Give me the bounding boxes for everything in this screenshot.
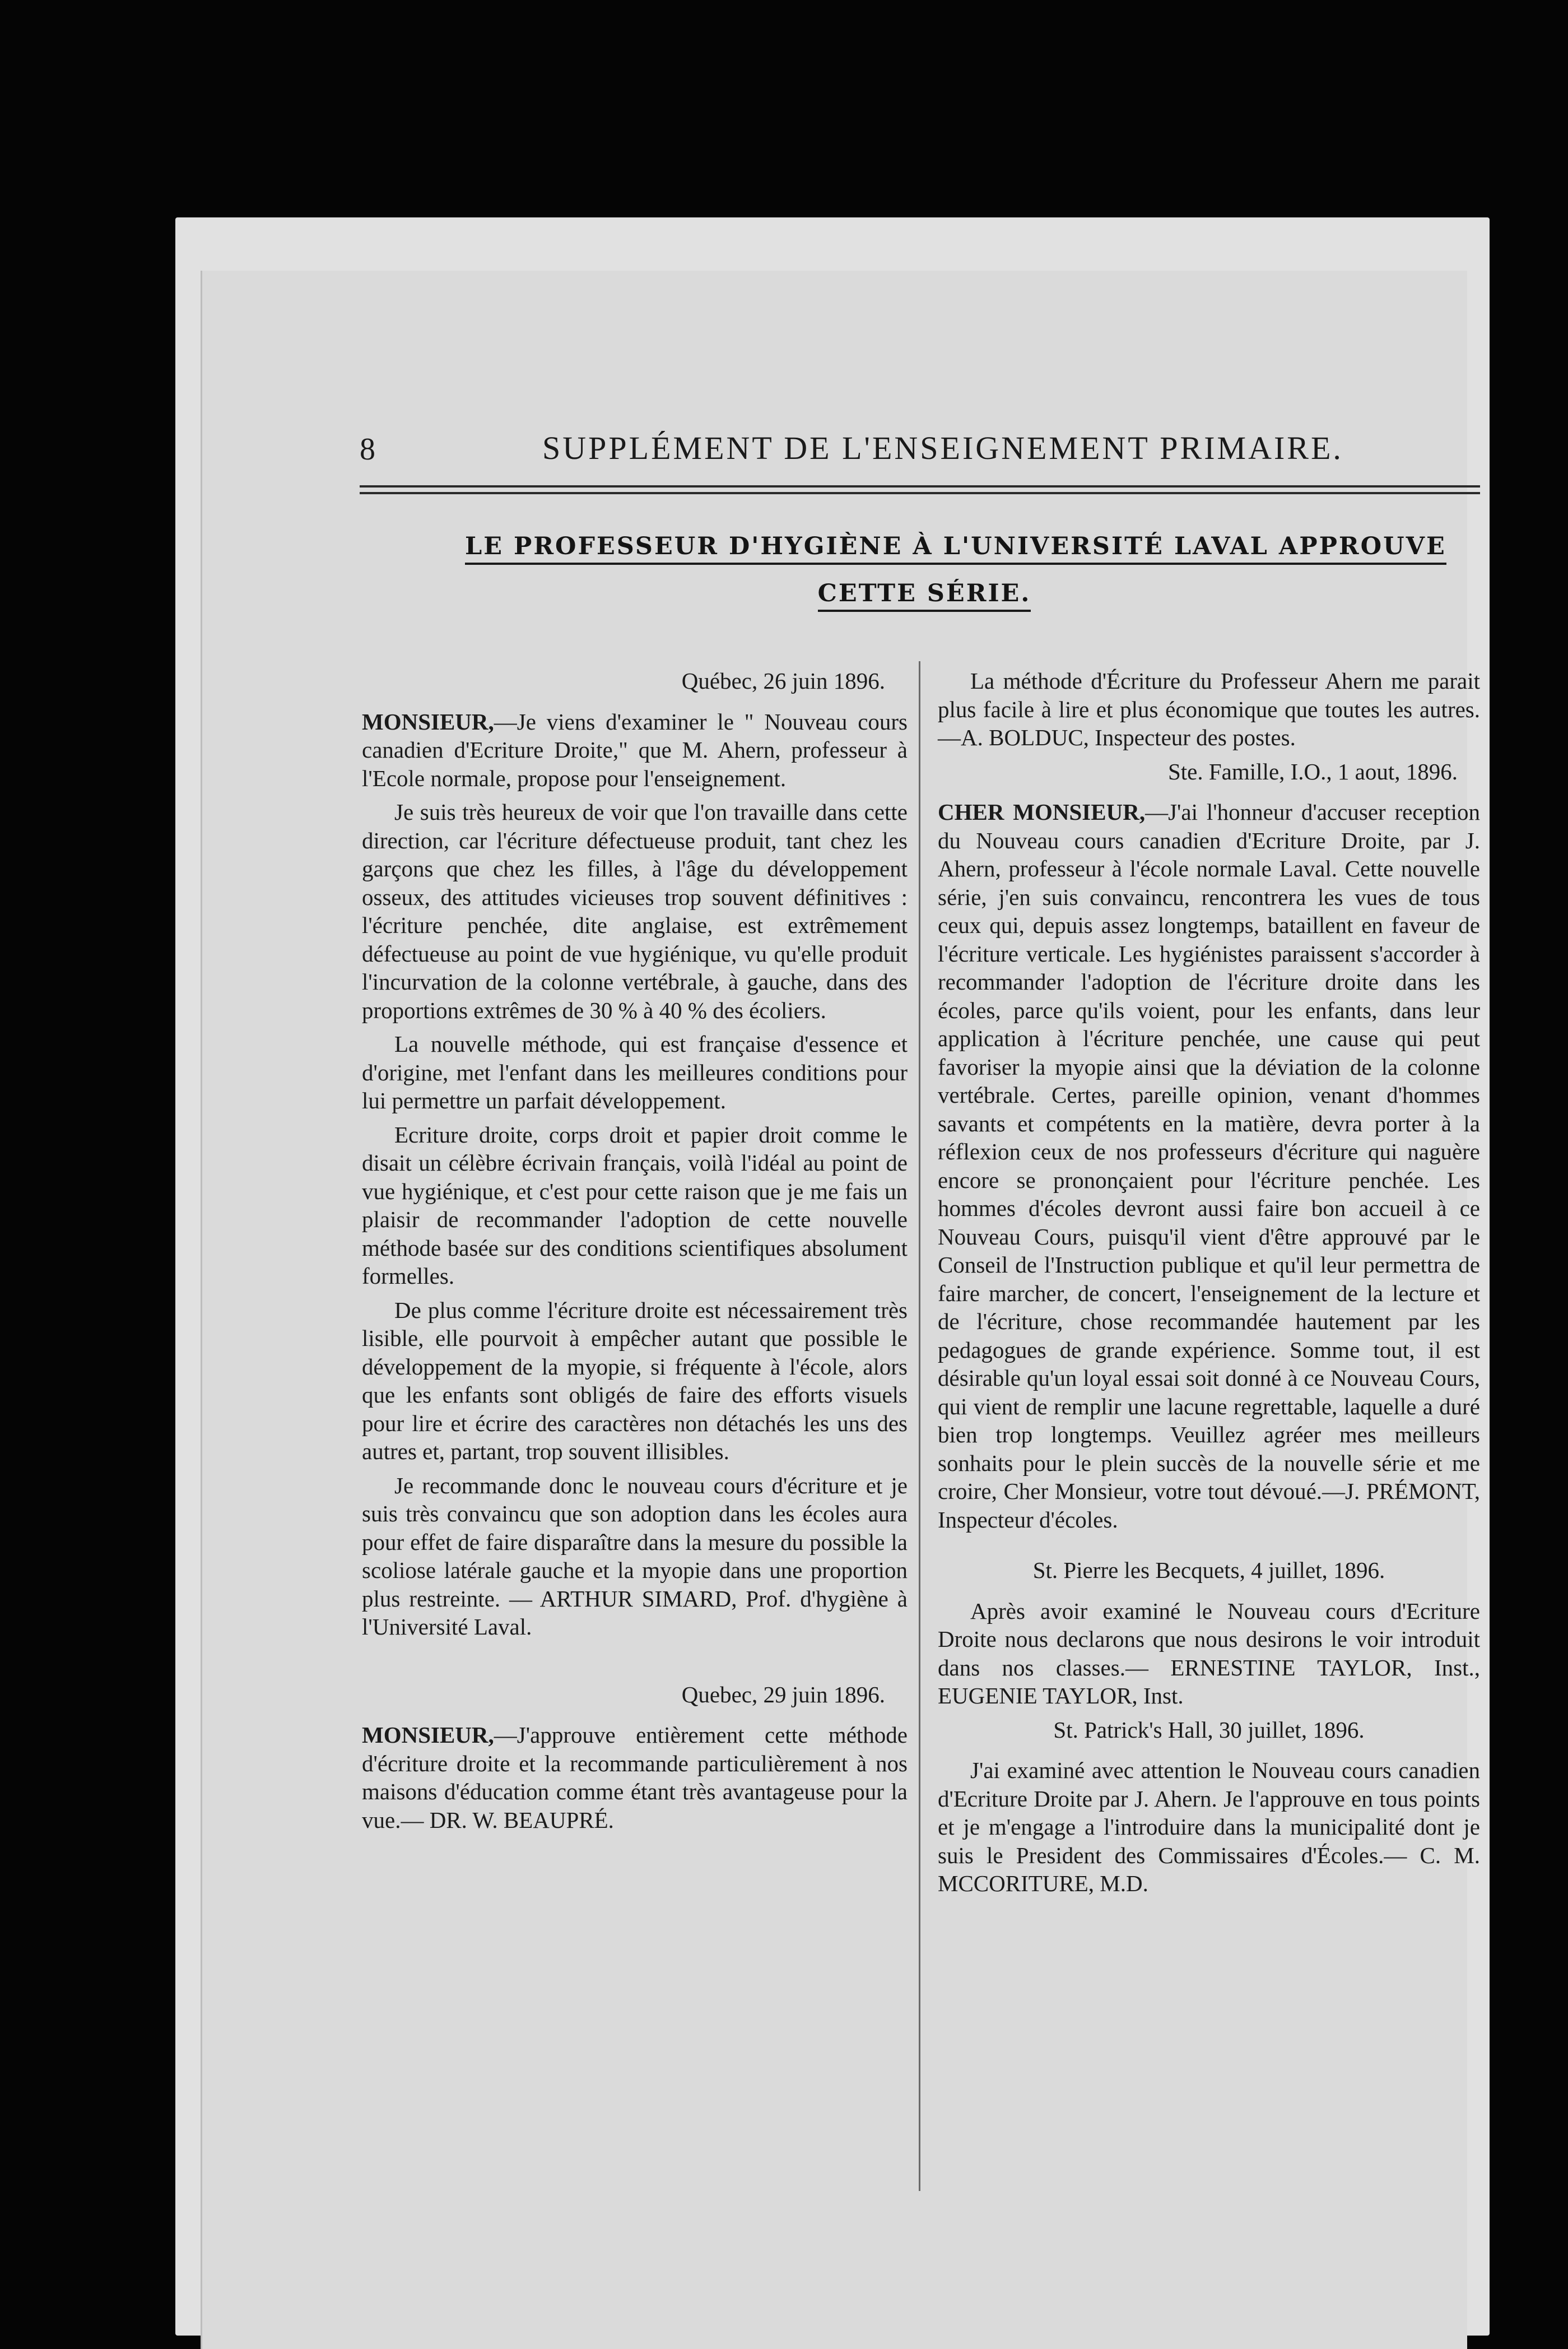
letter-1-paragraph-5: De plus comme l'écriture droite est nécessairement très lisible, elle pourvoit à empêcher autant que possible le développement de la myopie, si fréquente à l'école, alors que les enfants sont obligés de faire des efforts visuels pour lire et écrire des caractères non détachés les uns des autres et, partant, trop souvent illisibles. — [362, 1297, 908, 1464]
page-number: 8 — [360, 432, 375, 467]
headline-line-2 — [465, 579, 1384, 607]
header-rule-top — [360, 485, 1480, 488]
column-divider — [919, 661, 920, 2191]
letter-2-dateline: Quebec, 29 juin 1896. — [681, 1681, 885, 1707]
header-rule-bottom — [360, 492, 1480, 494]
letter-2-text: —J'approuve entièrement cette méthode d'écriture droite et la recommande particulièrement à nos maisons d'éducation comme étant très avantageuse pour la vue.— DR. W. BEAUPRÉ. — [362, 1722, 908, 1833]
letter-3-dateline: Ste. Famille, I.O., 1 aout, 1896. — [1167, 758, 1458, 784]
letter-3-text: —J'ai l'honneur d'accuser reception du Nouveau cours canadien d'Ecriture Droite, par J. Ahern, professeur à l'école normale Laval. Cette nouvelle série, j'en suis convaincu, rencontrera les vues de tous ceux qui, depuis assez longtemps, bataillent en faveur de l'écriture verticale. Les hygiénistes paraissent s'accorder à recommander l'adoption de l'écriture droite dans les écoles, parce qu'ils voient, pour les enfants, dans leur application à l'écriture penchée, une cause qui peut favoriser la myopie ainsi que la déviation de la colonne vertébrale. Certes, pareille opinion, venant d'hommes savants et compétents en la matière, devra porter à la réflexion ceux de nos professeurs d'écriture qui naguère encore se prononçaient pour l'écriture penchée. Les hommes d'écoles devront aussi faire bon accueil à ce Nouveau Cours, puisqu'il vient d'être approuvé par le Conseil de l'Instruction publique et qu'il leur permettra de faire marcher, de concert, l'enseignement de la lecture et de l'écriture, chose recommandée hautement par les pedagogues de grande expérience. Somme tout, il est désirable qu'un loyal essai soit donné à ce Nouveau Cours, qui vient de remplir une lacune regrettable, laquelle a duré bien trop longtemps. Veuillez agréer mes meilleurs sonhaits pour le plein succès de la nouvelle série et me croire, Cher Monsieur, votre tout dévoué.—J. PRÉMONT, Inspecteur d'écoles. — [938, 799, 1480, 1533]
bolduc-note: La méthode d'Écriture du Professeur Ahern me parait plus facile à lire et plus économique que toutes les autres.—A. BOLDUC, Inspecteur des postes. — [938, 668, 1480, 750]
letter-2-paragraph-1 — [362, 1721, 908, 1834]
letter-spacer — [362, 1647, 908, 1680]
headline-text-1: LE PROFESSEUR D'HYGIÈNE À L'UNIVERSITÉ LAVAL APPROUVE — [465, 532, 1446, 565]
headline-text-2: CETTE SÉRIE. — [818, 579, 1031, 612]
letter-2-salutation: MONSIEUR, — [362, 1722, 494, 1748]
letter-1-salutation: MONSIEUR, — [362, 708, 494, 735]
letter-1-paragraph-1 — [362, 708, 908, 793]
running-title: SUPPLÉMENT DE L'ENSEIGNEMENT PRIMAIRE. — [542, 430, 1343, 466]
letter-1-paragraph-3: La nouvelle méthode, qui est française d'essence et d'origine, met l'enfant dans les meilleures conditions pour lui permettre un parfait développement. — [362, 1031, 908, 1113]
letter-3-salutation: CHER MONSIEUR, — [938, 799, 1146, 825]
left-column — [362, 667, 908, 1840]
letter-1-opening-text: —Je viens d'examiner le " Nouveau cours canadien d'Ecriture Droite," que M. Ahern, professeur à l'Ecole normale, propose pour l'enseignement. — [362, 708, 908, 791]
headline-line-1 — [465, 532, 1446, 560]
letter-spacer-2 — [938, 1539, 1480, 1556]
right-column — [938, 667, 1480, 1904]
letter-1-dateline: Québec, 26 juin 1896. — [681, 668, 885, 694]
letter-4-dateline: St. Pierre les Becquets, 4 juillet, 1896. — [1032, 1557, 1385, 1583]
letter-5-dateline: St. Patrick's Hall, 30 juillet, 1896. — [1053, 1716, 1365, 1743]
letter-4-paragraph-1: Après avoir examiné le Nouveau cours d'Ecriture Droite nous declarons que nous desirons le voir introduit dans nos classes.— ERNESTINE TAYLOR, Inst., EUGENIE TAYLOR, Inst. — [938, 1598, 1480, 1709]
letter-1-paragraph-4: Ecriture droite, corps droit et papier droit comme le disait un célèbre écrivain français, voilà l'idéal au point de vue hygiénique, et c'est pour cette raison que je me fais un plaisir de recommander l'adoption de cette nouvelle méthode basée sur des conditions scientifiques absolument formelles. — [362, 1121, 908, 1289]
letter-5-paragraph-1: J'ai examiné avec attention le Nouveau cours canadien d'Ecriture Droite par J. Ahern. Je l'approuve en tous points et je m'engage a l'introduire dans la municipalité dont je suis le President des Commissaires d'Écoles.— C. M. MCCORITURE, M.D. — [938, 1757, 1480, 1896]
letter-1-paragraph-2: Je suis très heureux de voir que l'on travaille dans cette direction, car l'écriture défectueuse produit, tant chez les garçons que chez les filles, à l'âge du développement osseux, des attitudes vicieuses trop souvent définitives : l'écriture penchée, dite anglaise, est extrêmement défectueuse au point de vue hygiénique, vu qu'elle produit l'incurvation de la colonne vertébrale, à gauche, dans des proportions extrêmes de 30 % à 40 % des écoliers. — [362, 799, 908, 1023]
letter-3-paragraph-1 — [938, 798, 1480, 1534]
letter-1-paragraph-6: Je recommande donc le nouveau cours d'écriture et je suis très convaincu que son adoption dans les écoles aura pour effet de faire disparaître dans la mesure du possible la scoliose latérale gauche et la myopie dans une proportion plus restreinte. — ARTHUR SIMARD, Prof. d'hygiène à l'Université Laval. — [362, 1472, 908, 1640]
